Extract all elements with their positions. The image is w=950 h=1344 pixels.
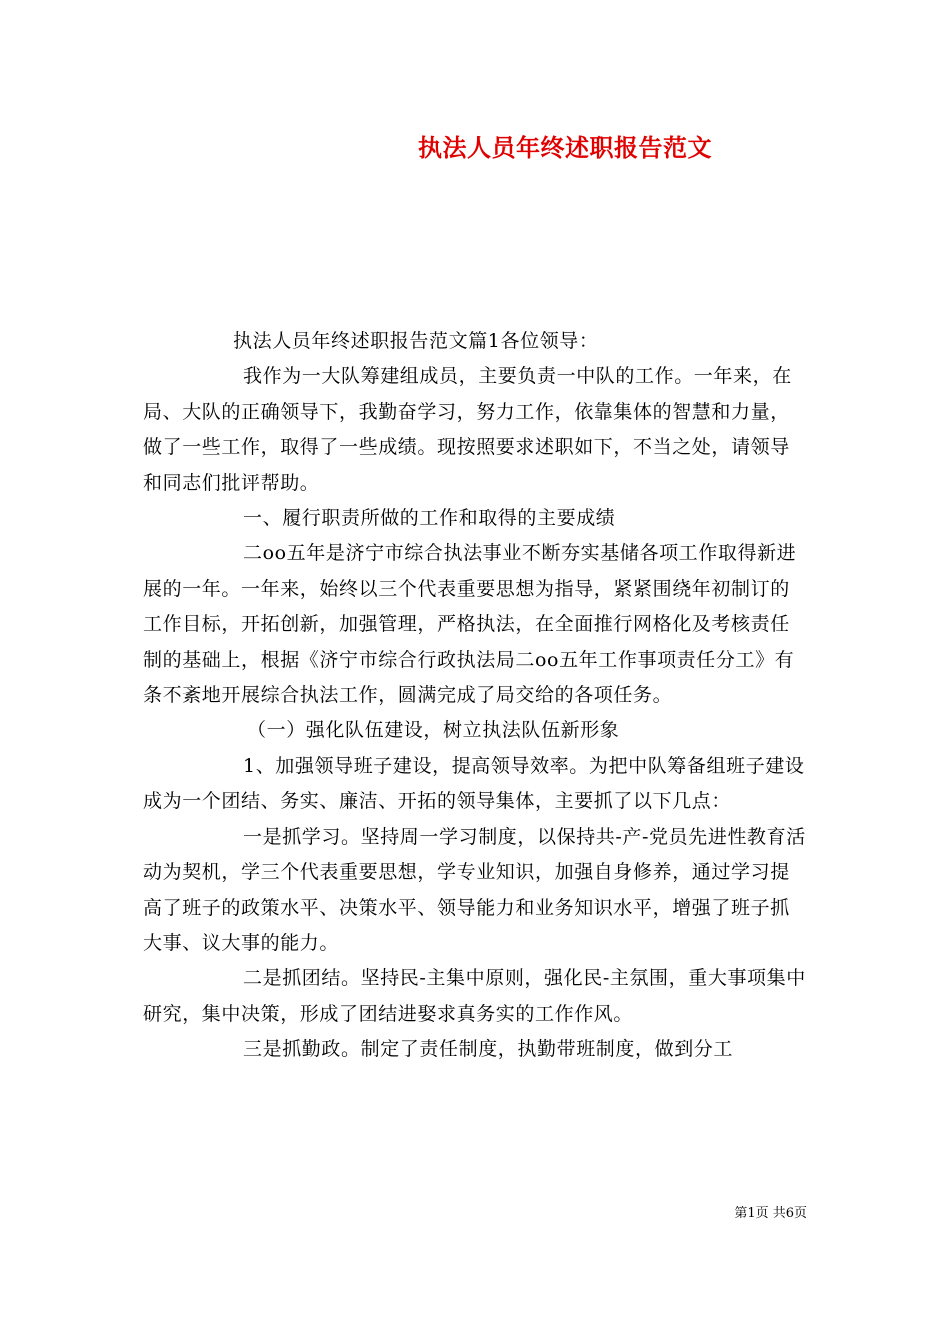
paragraph: 我作为一大队筹建组成员，主要负责一中队的工作。一年来，在局、大队的正确领导下，我勤奋学习，努力工作，依靠集体的智慧和力量，做了一些工作，取得了一些成绩。现按照要求述职如下，不当之处，请领导和同志们批评帮助。: [143, 365, 792, 494]
document-title: 执法人员年终述职报告范文: [418, 133, 712, 162]
paragraph: 三是抓勤政。制定了责任制度，执勤带班制度，做到分工: [243, 1038, 734, 1061]
section-heading: 一、履行职责所做的工作和取得的主要成绩: [243, 507, 616, 530]
paragraph: 二oo五年是济宁市综合执法事业不断夯实基储各项工作取得新进展的一年。一年来，始终以三个代表重要思想为指导，紧紧围绕年初制订的工作目标，开拓创新，加强管理，严格执法，在全面推行网格化及考核责任制的基础上，根据《济宁市综合行政执法局二oo五年工作事项责任分工》有条不紊地开展综合执法工作，圆满完成了局交给的各项任务。: [143, 542, 797, 707]
page-footer: 第1页 共6页: [734, 1206, 807, 1221]
paragraph: 二是抓团结。坚持民-主集中原则，强化民-主氛围，重大事项集中研究，集中决策，形成了团结进娶求真务实的工作作风。: [143, 967, 806, 1025]
subsection-heading: （一）强化队伍建设，树立执法队伍新形象: [247, 719, 620, 742]
paragraph-intro: 执法人员年终述职报告范文篇1各位领导：: [233, 330, 599, 352]
paragraph: 一是抓学习。坚持周一学习制度，以保持共-产-党员先进性教育活动为契机，学三个代表重要思想，学专业知识，加强自身修养，通过学习提高了班子的政策水平、决策水平、领导能力和业务知识水平，增强了班子抓大事、议大事的能力。: [143, 825, 806, 954]
document-body: [143, 324, 807, 1068]
paragraph: 1、加强领导班子建设，提高领导效率。为把中队筹备组班子建设成为一个团结、务实、廉洁、开拓的领导集体，主要抓了以下几点：: [143, 754, 805, 813]
